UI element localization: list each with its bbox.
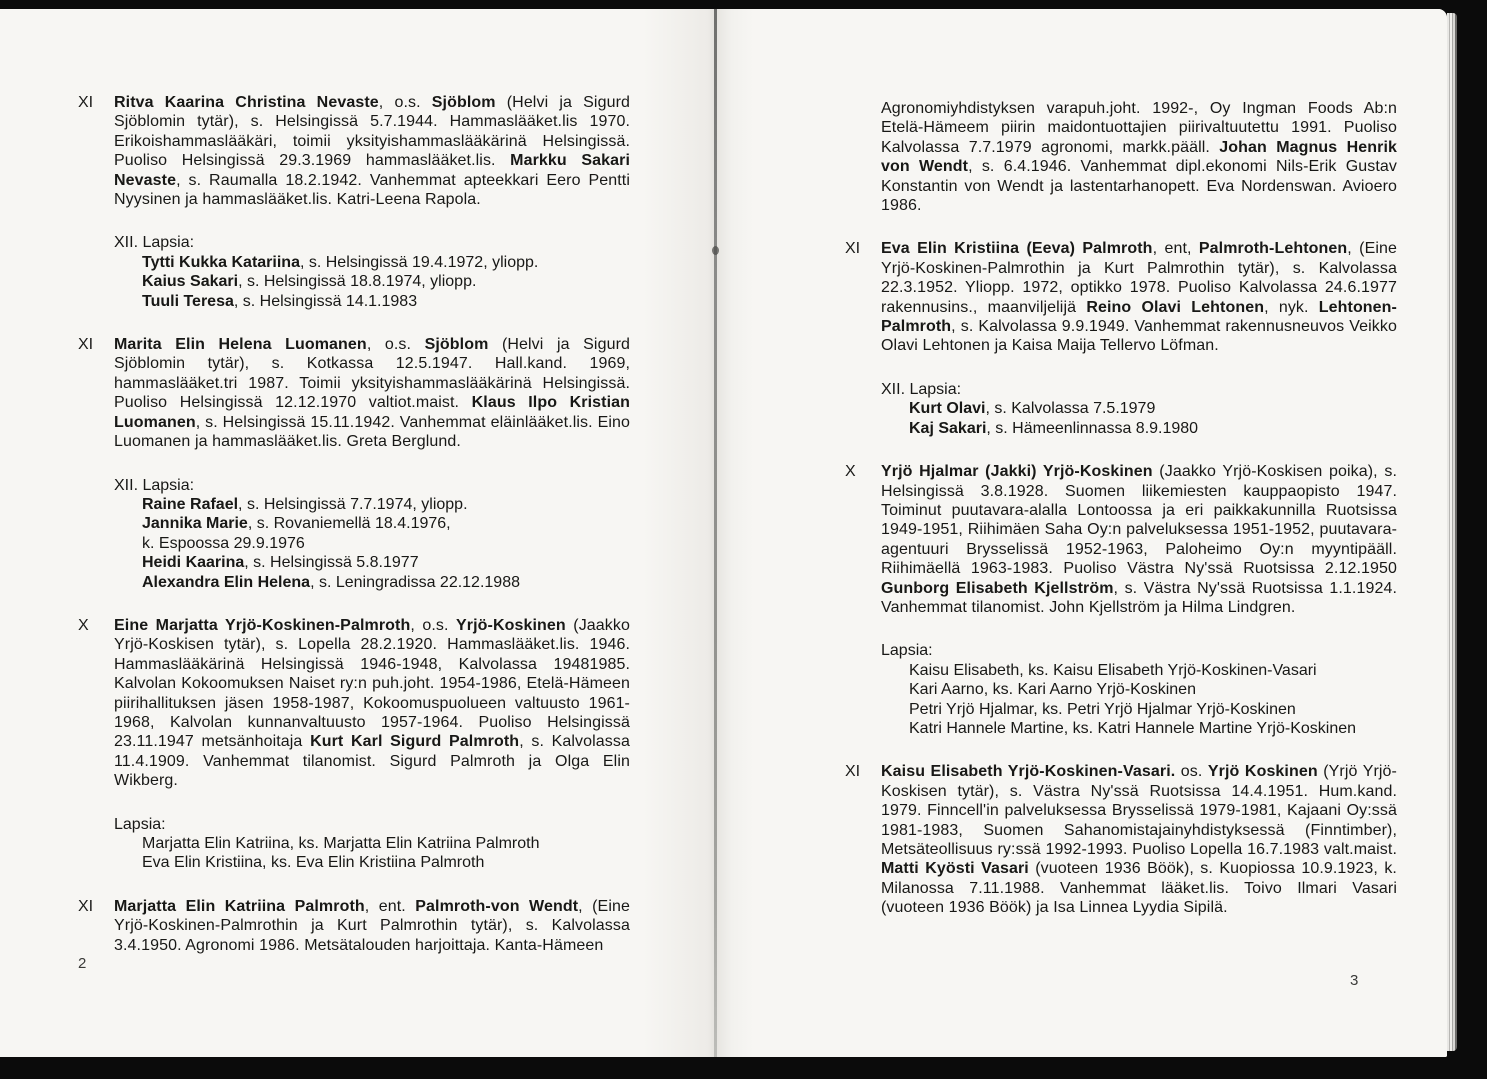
left-page-content xyxy=(78,93,630,979)
children-label: Lapsia: xyxy=(881,642,933,660)
person-name-bold: Klaus Ilpo Kristian Luomanen xyxy=(114,394,630,431)
entry-text xyxy=(881,99,1397,215)
body-text: , s. Rovaniemellä 18.4.1976, xyxy=(247,515,451,533)
entry-text xyxy=(114,616,630,791)
continuation-paragraph xyxy=(845,99,1397,215)
book-gutter-fold xyxy=(714,9,717,1057)
body-text: , ent, xyxy=(1152,240,1199,258)
children-block xyxy=(881,380,1397,438)
person-name-bold: Matti Kyösti Vasari xyxy=(881,860,1029,878)
person-name-bold: Reino Olavi Lehtonen xyxy=(1086,298,1265,316)
person-name-bold: Tuuli Teresa xyxy=(142,292,234,310)
child-line xyxy=(142,292,630,311)
body-text: , s. Helsingissä 15.11.1942. Vanhemmat eläinlääket.lis. Eino Luomanen ja hammaslääket.lis. Greta Berglund. xyxy=(114,413,630,451)
generation-label: XI xyxy=(845,763,861,781)
child-line xyxy=(909,399,1397,418)
person-name-bold: Sjöblom xyxy=(431,94,496,111)
body-text: k. Espoossa 29.9.1976 xyxy=(142,534,305,552)
child-line xyxy=(142,495,630,514)
person-name-bold: Palmroth-Lehtonen xyxy=(1198,240,1348,258)
children-label: XII. Lapsia: xyxy=(114,476,195,494)
left-page xyxy=(0,9,715,1057)
person-entry xyxy=(78,93,630,209)
entry-text xyxy=(881,462,1397,617)
person-name-bold: Jannika Marie xyxy=(142,515,248,533)
person-name-bold: Markku Sakari Nevaste xyxy=(114,152,630,189)
body-text: (vuoteen 1936 Böök), s. Kuopiossa 10.9.1923, k. Milanossa 7.11.1988. Vanhemmat lääket.lis. Toivo Ilmari Vasari (vuoteen 1936 Böök) ja Isa Linnea Lyydia Sipilä. xyxy=(881,860,1397,917)
right-page-content xyxy=(845,99,1397,942)
child-line xyxy=(142,553,630,572)
body-text: Agronomiyhdistyksen varapuh.joht. 1992-, Oy Ingman Foods Ab:n Etelä-Hämeem piirin maidontuottajien piirivaltuutettu 1991. Puoliso Kalvolassa 7.7.1979 agronomi, markk.pääll. xyxy=(881,100,1397,156)
child-line xyxy=(142,272,630,291)
body-text: (Jaakko Yrjö-Koskisen poika), s. Helsingissä 3.8.1928. Suomen liikemiesten kauppaopisto 1947. Toiminut puutavara-alalla Lontoossa ja eri paikkakunnilla Ruotsissa 1949-1951, Riihimäen Saha Oy:n palveluksessa 1951-1952, puutavara-agentuuri Brysselissä 1952-1963, Paloheimo Oy:n myyntipääll. Riihimäellä 1963-1983. Puoliso Västra Ny'ssä Ruotsissa 2.12.1950 xyxy=(881,463,1397,578)
body-text: , s. Helsingissä 7.7.1974, yliopp. xyxy=(238,495,468,513)
person-entry xyxy=(78,335,630,451)
body-text: Marjatta Elin Katriina, ks. Marjatta Elin Katriina Palmroth xyxy=(142,835,540,852)
body-text: (Jaakko Yrjö-Koskisen tytär), s. Lopella 28.2.1920. Hammaslääket.lis. 1946. Hammaslääkärinä Helsingissä 1946-1948, Kalvolassa 19481985. Kalvolan Kokoomuksen Naiset ry:n puh.joht. 1954-1986, Etelä-Hämeen piirihallituksen jäsen 1958-1987, Kokoomuspuolueen valtuusto 1961-1968, Kalvolan kunnanvaltuusto 1957-1964. Puoliso Helsingissä 23.11.1947 metsänhoitaja xyxy=(114,616,630,751)
child-line xyxy=(909,700,1397,719)
book-spread xyxy=(0,9,1447,1057)
body-text: , s. 6.4.1946. Vanhemmat dipl.ekonomi Nils-Erik Gustav Konstantin von Wendt ja lastentarhanopett. Eva Nordenswan. Avioero 1986. xyxy=(881,158,1397,215)
child-line xyxy=(142,253,630,272)
entry-text xyxy=(881,762,1397,917)
page-number-right: 3 xyxy=(1350,972,1359,989)
person-name-bold: Kaisu Elisabeth Yrjö-Koskinen-Vasari. xyxy=(881,763,1176,781)
person-entry xyxy=(78,897,630,955)
body-text: Eva Elin Kristiina, ks. Eva Elin Kristiina Palmroth xyxy=(142,854,485,872)
person-name-bold: Marita Elin Helena Luomanen xyxy=(114,336,367,354)
body-text: , s. Kalvolassa 9.9.1949. Vanhemmat rakennusneuvos Veikko Olavi Lehtonen ja Kaisa Maija Tellervo Löfman. xyxy=(881,318,1397,355)
person-name-bold: Alexandra Elin Helena xyxy=(142,573,311,591)
body-text: , s. Kalvolassa 11.4.1909. Vanhemmat tilanomist. Sigurd Palmroth ja Olga Elin Wikberg. xyxy=(114,733,631,790)
body-text: Kaisu Elisabeth, ks. Kaisu Elisabeth Yrjö-Koskinen-Vasari xyxy=(909,661,1317,679)
entry-text xyxy=(114,335,630,451)
person-name-bold: Kaius Sakari xyxy=(142,273,239,291)
page-stack-edges xyxy=(1447,13,1457,1051)
generation-label: XI xyxy=(845,240,861,258)
children-block xyxy=(881,641,1397,738)
children-block xyxy=(114,815,630,873)
person-name-bold: Yrjö-Koskinen xyxy=(456,616,566,634)
person-name-bold: Kaj Sakari xyxy=(909,419,987,437)
person-name-bold: Eine Marjatta Yrjö-Koskinen-Palmroth xyxy=(114,616,411,634)
children-block xyxy=(114,233,630,311)
person-name-bold: Gunborg Elisabeth Kjellström xyxy=(881,579,1114,597)
right-page xyxy=(717,9,1447,1057)
child-line xyxy=(142,834,630,853)
person-name-bold: Ritva Kaarina Christina Nevaste xyxy=(114,94,379,111)
child-line xyxy=(142,573,630,592)
person-name-bold: Tytti Kukka Katariina xyxy=(142,253,300,271)
person-entry xyxy=(845,239,1397,355)
generation-label: XI xyxy=(78,94,94,111)
child-line xyxy=(142,534,630,553)
person-entry xyxy=(845,462,1397,617)
person-name-bold: Heidi Kaarina xyxy=(142,554,245,572)
person-name-bold: Marjatta Elin Katriina Palmroth xyxy=(114,897,365,915)
body-text: os. xyxy=(1175,763,1208,781)
body-text: , s. Helsingissä 5.8.1977 xyxy=(244,554,419,572)
generation-label: XI xyxy=(78,897,94,915)
child-line xyxy=(909,719,1397,738)
body-text: , s. Helsingissä 18.8.1974, yliopp. xyxy=(238,273,477,291)
body-text: , ent. xyxy=(364,897,416,915)
person-name-bold: Eva Elin Kristiina (Eeva) Palmroth xyxy=(881,240,1153,258)
children-label: XII. Lapsia: xyxy=(114,234,195,252)
page-number-left: 2 xyxy=(78,955,87,972)
generation-label: X xyxy=(78,616,89,634)
body-text: , (Eine Yrjö-Koskinen-Palmrothin ja Kurt Palmrothin tytär), s. Kalvolassa 22.3.1952. Yliopp. 1972, optikko 1978. Puoliso Kalvolassa 24.6.1977 rakennusins., maanviljelijä xyxy=(881,240,1398,316)
body-text: , nyk. xyxy=(1264,298,1319,316)
person-name-bold: Raine Rafael xyxy=(142,495,239,513)
child-line xyxy=(142,853,630,872)
body-text: , s. Helsingissä 19.4.1972, yliopp. xyxy=(299,253,539,271)
child-line xyxy=(909,419,1397,438)
body-text: Kari Aarno, ks. Kari Aarno Yrjö-Koskinen xyxy=(909,681,1196,699)
body-text: , s. Kalvolassa 7.5.1979 xyxy=(985,400,1156,418)
body-text: , s. Västra Ny'ssä Ruotsissa 1.1.1924. Vanhemmat tilanomist. John Kjellström ja Hilma Lindgren. xyxy=(881,579,1397,616)
child-line xyxy=(909,661,1397,680)
person-name-bold: Yrjö Koskinen xyxy=(1207,763,1318,781)
gutter-speck xyxy=(712,246,719,255)
body-text: , o.s. xyxy=(378,94,432,111)
person-entry xyxy=(78,616,630,791)
body-text: , o.s. xyxy=(410,616,457,634)
body-text: Katri Hannele Martine, ks. Katri Hannele Martine Yrjö-Koskinen xyxy=(909,719,1357,737)
body-text: , s. Leningradissa 22.12.1988 xyxy=(310,573,520,591)
entry-text xyxy=(114,93,630,209)
body-text: , s. Hämeenlinnassa 8.9.1980 xyxy=(986,419,1199,437)
person-name-bold: Johan Magnus Henrik von Wendt xyxy=(881,138,1397,176)
child-line xyxy=(909,680,1397,699)
body-text: (Helvi ja Sigurd Sjöblomin tytär), s. Helsingissä 5.7.1944. Hammaslääket.lis 1970. Erikoishammaslääkäri, toimii yksityishammaslääkärinä Helsingissä. Puoliso Helsingissä 29.3.1969 hammaslääket.lis. xyxy=(114,94,630,170)
body-text: , s. Raumalla 18.2.1942. Vanhemmat apteekkari Eero Pentti Nyysinen ja hammaslääket.lis. Katri-Leena Rapola. xyxy=(114,171,630,209)
person-entry xyxy=(845,762,1397,917)
generation-label: XI xyxy=(78,336,94,354)
body-text: (Helvi ja Sigurd Sjöblomin tytär), s. Kotkassa 12.5.1947. Hall.kand. 1969, hammaslääket.tri 1987. Toimii yksityishammaslääkärinä Helsingissä. Puoliso Helsingissä 12.12.1970 valtiot.maist. xyxy=(114,336,630,412)
body-text: , o.s. xyxy=(366,336,425,354)
entry-text xyxy=(881,239,1397,355)
person-name-bold: Kurt Karl Sigurd Palmroth xyxy=(310,733,520,751)
children-label: Lapsia: xyxy=(114,815,166,833)
person-name-bold: Kurt Olavi xyxy=(909,400,986,418)
body-text: (Yrjö Yrjö-Koskisen tytär), s. Västra Ny'ssä Ruotsissa 14.4.1951. Hum.kand. 1979. Finncell'in palveluksessa Brysselissä 1979-1981, Kajaani Oy:ssä 1981-1983, Suomen Sahanomistajainyhdistyksessä (Finntimber), Metsäteollisuus ry:ssä 1992-1993. Puoliso Lopella 16.7.1983 valt.maist. xyxy=(881,763,1397,858)
person-name-bold: Yrjö Hjalmar (Jakki) Yrjö-Koskinen xyxy=(881,463,1153,481)
body-text: , (Eine Yrjö-Koskinen-Palmrothin ja Kurt Palmrothin tytär), s. Kalvolassa 3.4.1950. Agronomi 1986. Metsätalouden harjoittaja. Kanta-Hämeen xyxy=(114,897,630,954)
child-line xyxy=(142,514,630,533)
person-name-bold: Palmroth-von Wendt xyxy=(415,897,579,915)
person-name-bold: Sjöblom xyxy=(424,336,489,354)
children-block xyxy=(114,476,630,592)
body-text: Petri Yrjö Hjalmar, ks. Petri Yrjö Hjalmar Yrjö-Koskinen xyxy=(909,700,1296,718)
body-text: , s. Helsingissä 14.1.1983 xyxy=(233,292,418,310)
entry-text xyxy=(114,897,630,955)
generation-label xyxy=(845,99,881,215)
generation-label: X xyxy=(845,463,856,481)
children-label: XII. Lapsia: xyxy=(881,380,962,398)
person-name-bold: Lehtonen-Palmroth xyxy=(881,298,1397,336)
